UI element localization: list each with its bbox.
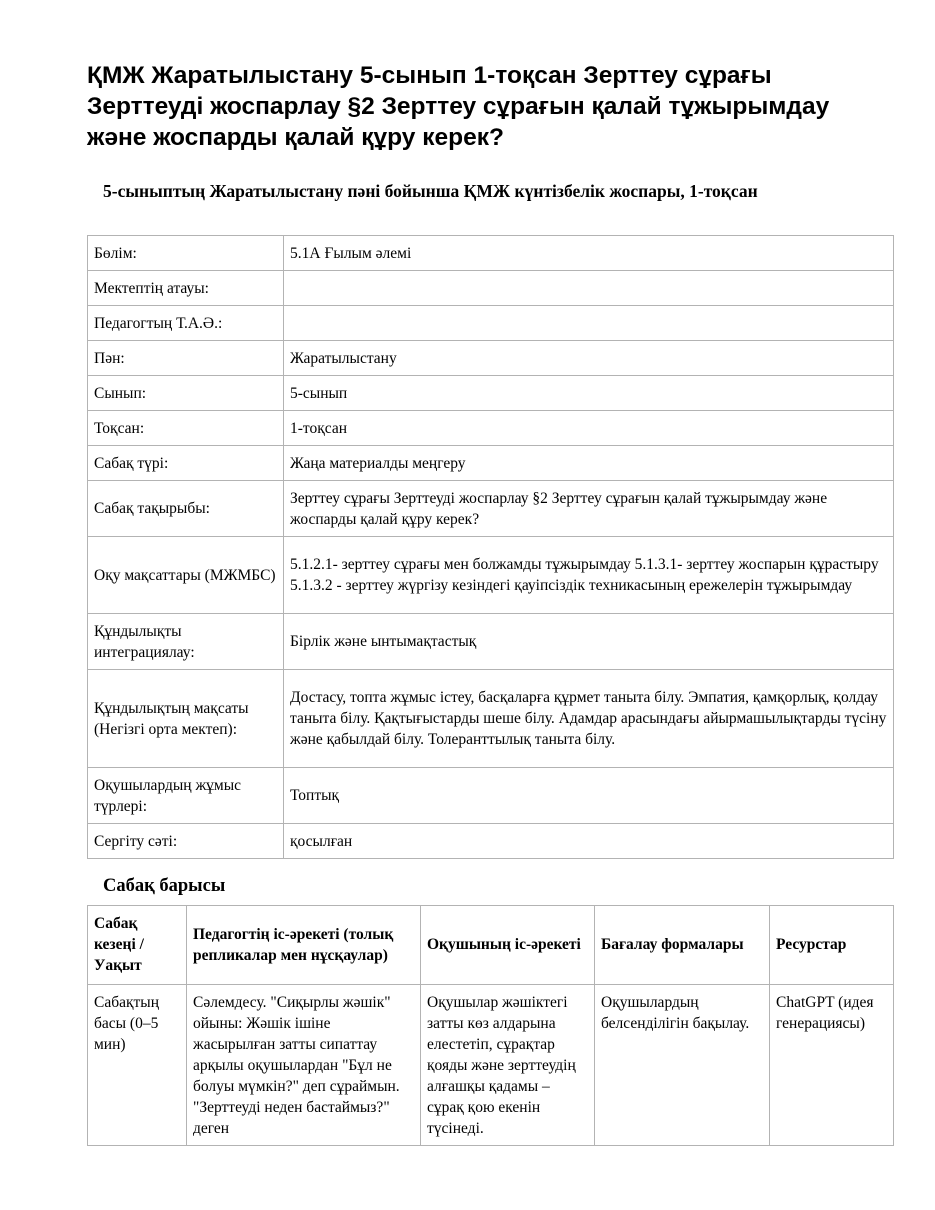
table-row	[88, 446, 894, 481]
info-value	[284, 306, 894, 341]
info-label: Сергіту сәті:	[88, 824, 284, 859]
lesson-flow-heading: Сабақ барысы	[103, 876, 226, 896]
info-label: Бөлім:	[88, 236, 284, 271]
info-label: Оқу мақсаттары (МЖМБС)	[88, 537, 284, 614]
column-header-stage: Сабақ кезеңі / Уақыт	[88, 906, 187, 985]
info-value: қосылған	[284, 824, 894, 859]
column-header-assessment: Бағалау формалары	[595, 906, 770, 985]
info-value	[284, 271, 894, 306]
table-row	[88, 481, 894, 537]
column-header-student: Оқушының іс-әрекеті	[421, 906, 595, 985]
table-row	[88, 271, 894, 306]
table-row	[88, 985, 894, 1146]
info-value: Бірлік және ынтымақтастық	[284, 614, 894, 670]
document-title: ҚМЖ Жаратылыстану 5-сынып 1-тоқсан Зерттеу сұрағы Зерттеуді жоспарлау §2 Зерттеу сұрағын қалай тұжырымдау және жоспарды қалай құру керек?	[87, 62, 830, 151]
document-subtitle: 5-сыныптың Жаратылыстану пәні бойынша ҚМЖ күнтізбелік жоспары, 1-тоқсан	[103, 181, 758, 201]
student-activity-cell: Оқушылар жәшіктегі затты көз алдарына елестетіп, сұрақтар қояды және зерттеудің алғашқы қадамы – сұрақ қою екенін түсінеді.	[421, 985, 595, 1146]
table-row	[88, 670, 894, 768]
teacher-activity-cell: Сәлемдесу. "Сиқырлы жәшік" ойыны: Жәшік ішіне жасырылған затты сипаттау арқылы оқушылардан "Бұл не болуы мүмкін?" деп сұраймын. "Зерттеуді неден бастаймыз?" деген	[187, 985, 421, 1146]
info-value: Зерттеу сұрағы Зерттеуді жоспарлау §2 Зерттеу сұрағын қалай тұжырымдау және жоспарды қалай құру керек?	[284, 481, 894, 537]
resources-cell: ChatGPT (идея генерациясы)	[770, 985, 894, 1146]
info-value: 5.1.2.1- зерттеу сұрағы мен болжамды тұжырымдау 5.1.3.1- зерттеу жоспарын құрастыру 5.1.3.2 - зерттеу жүргізу кезіндегі қауіпсіздік техникасының ережелерін тұжырымдау	[284, 537, 894, 614]
info-label: Педагогтың Т.А.Ә.:	[88, 306, 284, 341]
info-label: Мектептің атауы:	[88, 271, 284, 306]
column-header-resources: Ресурстар	[770, 906, 894, 985]
info-value: 5-сынып	[284, 376, 894, 411]
lesson-flow-table	[87, 905, 894, 1146]
table-row	[88, 537, 894, 614]
info-value: Жаңа материалды меңгеру	[284, 446, 894, 481]
info-label: Сынып:	[88, 376, 284, 411]
table-row	[88, 236, 894, 271]
assessment-cell: Оқушылардың белсенділігін бақылау.	[595, 985, 770, 1146]
table-row	[88, 376, 894, 411]
info-value: Жаратылыстану	[284, 341, 894, 376]
table-row	[88, 768, 894, 824]
table-row	[88, 614, 894, 670]
info-value: 1-тоқсан	[284, 411, 894, 446]
table-header-row	[88, 906, 894, 985]
table-row	[88, 824, 894, 859]
stage-cell: Сабақтың басы (0–5 мин)	[88, 985, 187, 1146]
info-label: Құндылықтың мақсаты (Негізгі орта мектеп):	[88, 670, 284, 768]
info-label: Пән:	[88, 341, 284, 376]
info-label: Тоқсан:	[88, 411, 284, 446]
info-value: Топтық	[284, 768, 894, 824]
info-label: Оқушылардың жұмыс түрлері:	[88, 768, 284, 824]
table-row	[88, 306, 894, 341]
info-value: 5.1А Ғылым әлемі	[284, 236, 894, 271]
column-header-teacher: Педагогтің іс-әрекеті (толық репликалар мен нұсқаулар)	[187, 906, 421, 985]
info-label: Сабақ түрі:	[88, 446, 284, 481]
info-label: Құндылықты интеграциялау:	[88, 614, 284, 670]
info-label: Сабақ тақырыбы:	[88, 481, 284, 537]
info-value: Достасу, топта жұмыс істеу, басқаларға құрмет таныта білу. Эмпатия, қамқорлық, қолдау таныта білу. Қақтығыстарды шеше білу. Адамдар арасындағы айырмашылықтарды түсіну және қабылдай білу. Толеранттылық таныта білу.	[284, 670, 894, 768]
table-row	[88, 411, 894, 446]
lesson-info-table	[87, 235, 894, 859]
table-row	[88, 341, 894, 376]
